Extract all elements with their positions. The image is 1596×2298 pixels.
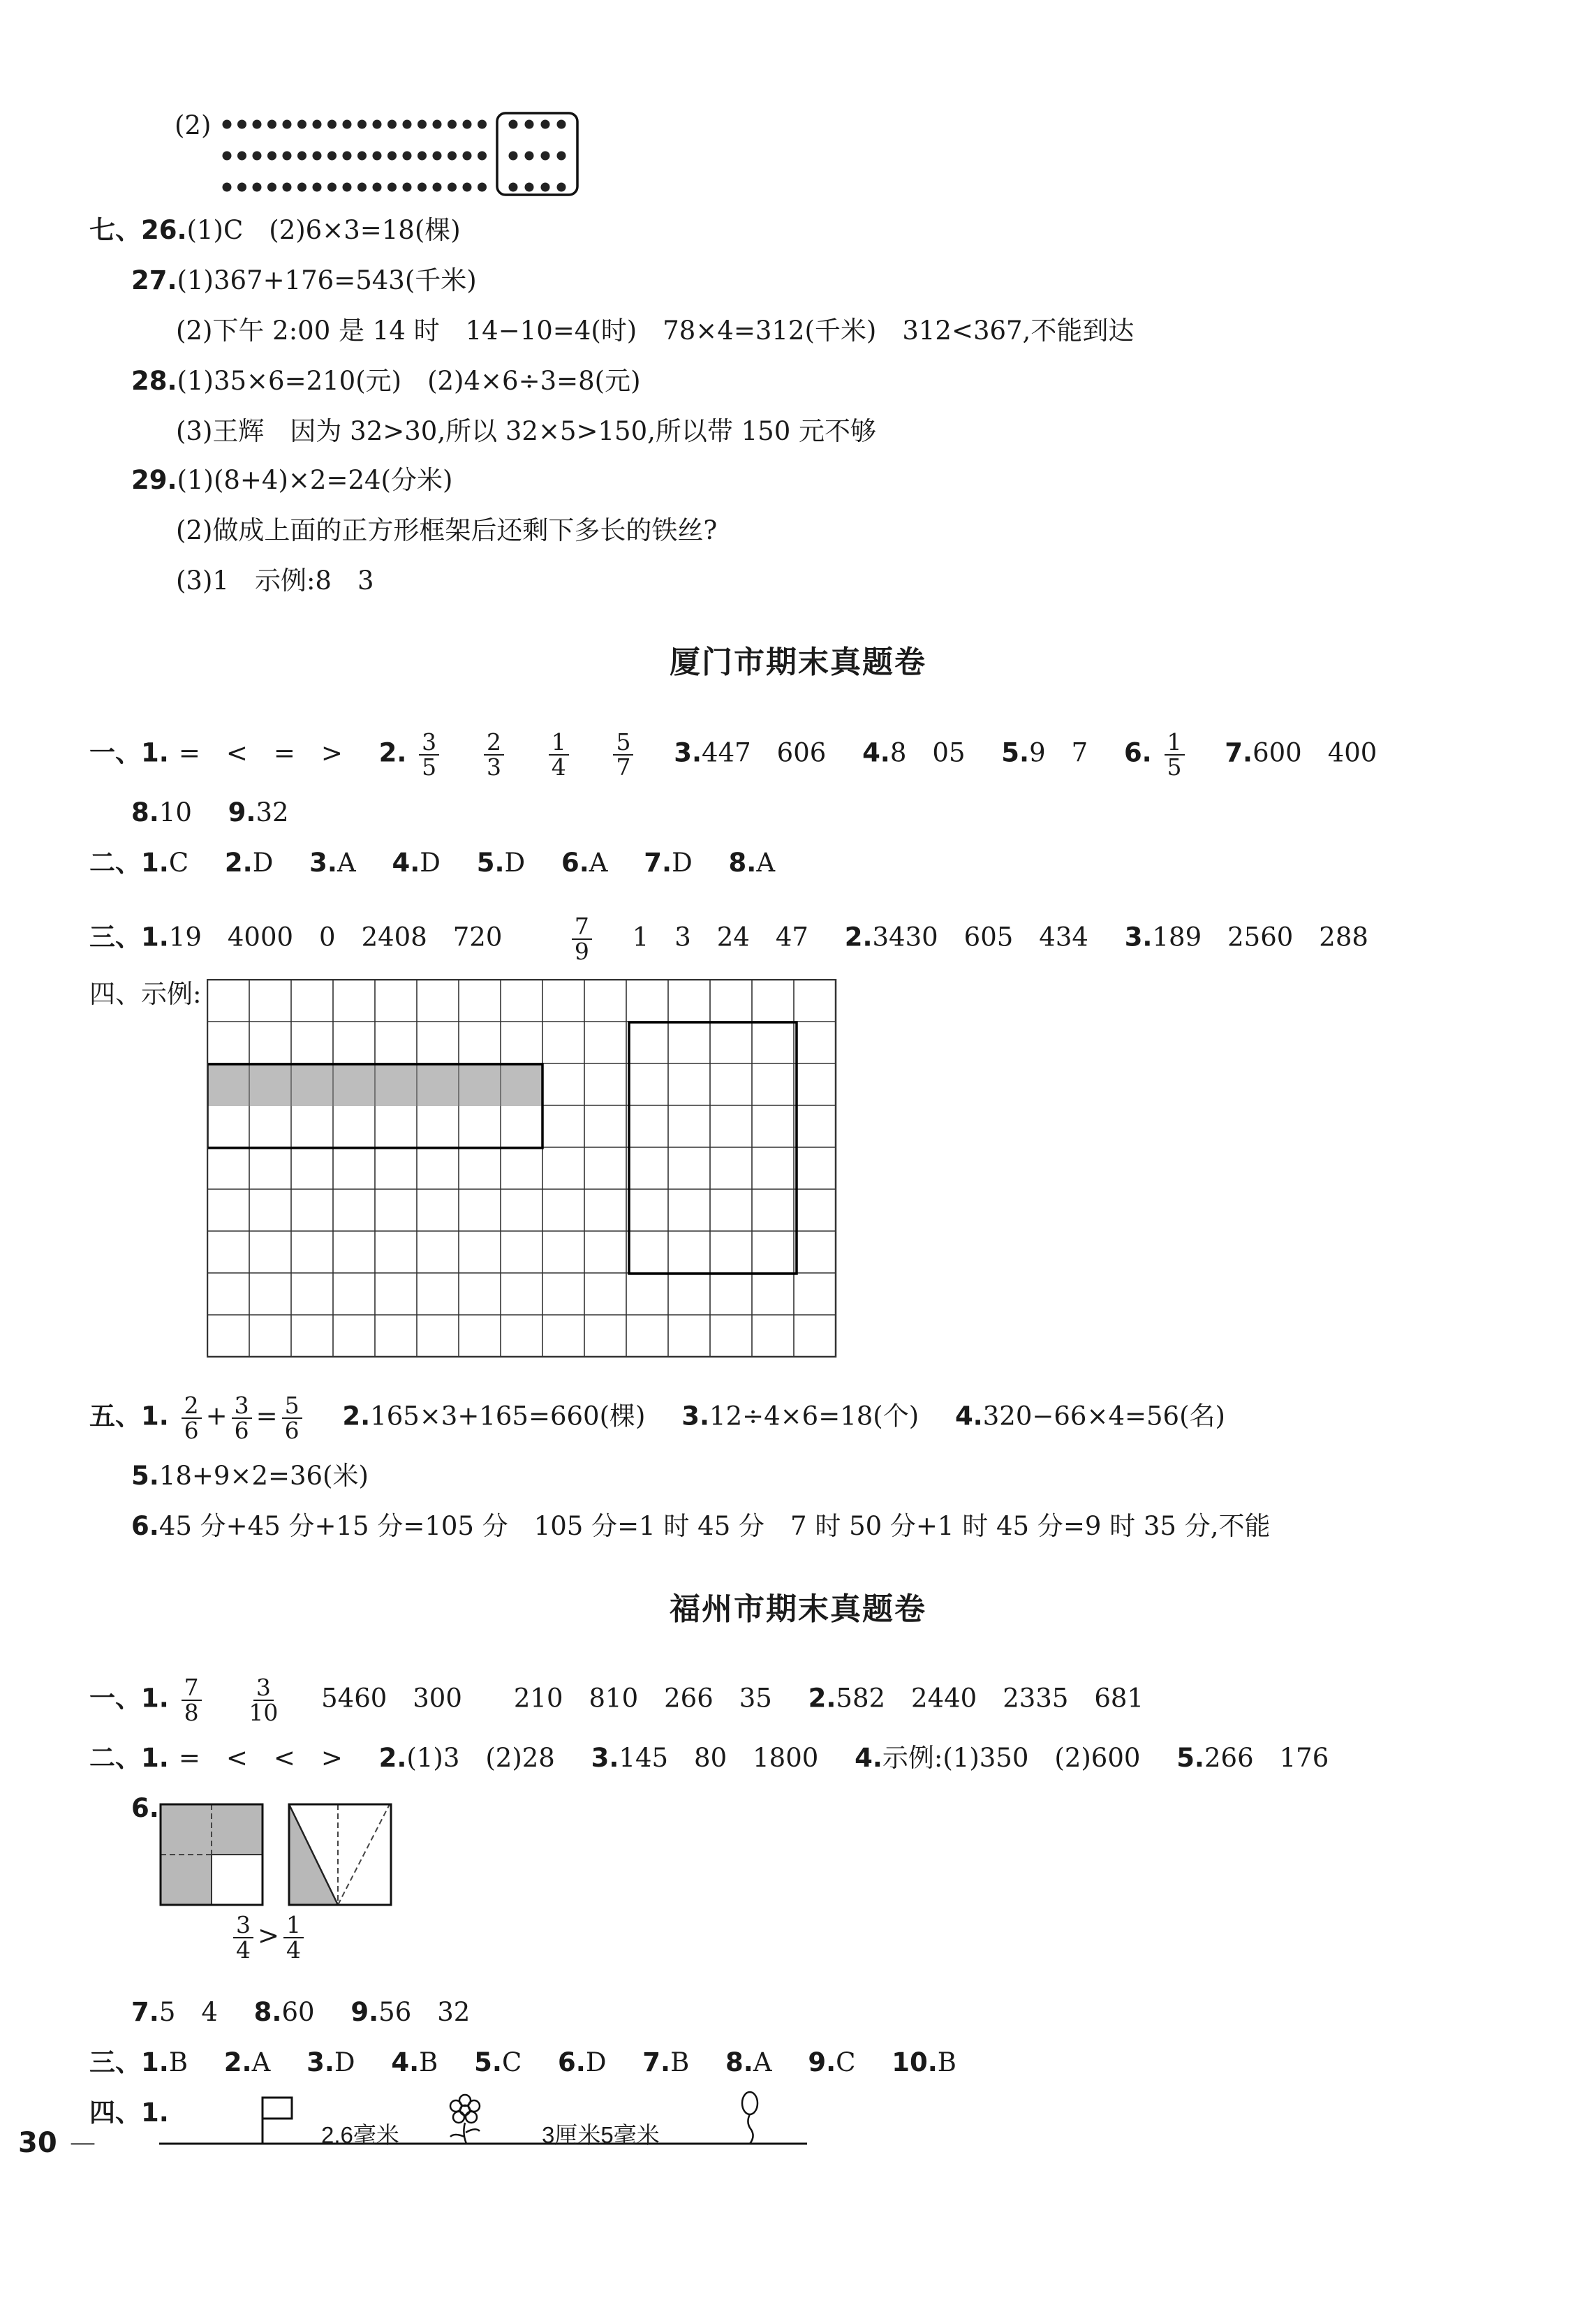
boxed-dot <box>557 183 566 192</box>
dot <box>313 183 322 192</box>
tall-rectangle <box>629 1022 797 1274</box>
boxed-dot <box>509 152 518 161</box>
dot <box>237 152 246 161</box>
answer-26: 七、26.(1)C (2)6×3=18(棵) <box>89 215 461 245</box>
flower-icon <box>450 2095 480 2144</box>
dot <box>433 183 442 192</box>
answer-28a: 28.(1)35×6=210(元) (2)4×6÷3=8(元) <box>131 366 641 396</box>
grid-lines <box>207 980 836 1357</box>
dot <box>478 120 487 129</box>
dot <box>478 183 487 192</box>
dot <box>283 152 292 161</box>
answer-27a: 27.(1)367+176=543(千米) <box>131 265 477 295</box>
dot <box>297 120 306 129</box>
boxed-dot <box>509 120 518 129</box>
xiamen-sec1-line1: 一、1. = < = > 2. $\frac{3}{5}$ $\frac{2}{3}$ $\frac{1}{4}$ $\frac{5}{7}$ 3.447 606 4.8 05 5.9 7 6. $\frac{1}{5}$ 7.600 400 <box>89 728 1377 781</box>
dot <box>283 183 292 192</box>
dot <box>463 152 472 161</box>
dot <box>448 152 457 161</box>
dot <box>403 120 412 129</box>
dot <box>448 120 457 129</box>
fuzhou-sec1: 一、1. $\frac{7}{8}$ $\frac{3}{10}$ 5460 300 210 810 266 35 2.582 2440 2335 681 <box>89 1674 1144 1726</box>
dot <box>448 183 457 192</box>
dot <box>253 120 262 129</box>
dot <box>418 183 427 192</box>
xiamen-frac-b: $\frac{2}{3}$ <box>484 730 504 779</box>
dot <box>267 120 276 129</box>
balloon-icon <box>742 2092 758 2144</box>
dot-array-figure <box>220 112 583 199</box>
dot <box>237 183 246 192</box>
dot <box>297 152 306 161</box>
dots-label: (2) <box>175 110 212 140</box>
boxed-dot <box>557 152 566 161</box>
answer-29c: (3)1 示例:8 3 <box>176 566 374 596</box>
page-number: 30 <box>18 2127 57 2159</box>
fuzhou-frac-b: $\frac{3}{10}$ <box>249 1674 279 1726</box>
xiamen-frac-c: $\frac{1}{4}$ <box>549 730 569 779</box>
xiamen-frac-e: $\frac{1}{5}$ <box>1165 730 1185 779</box>
dot <box>343 152 352 161</box>
dot <box>327 152 337 161</box>
boxed-dot <box>525 152 534 161</box>
boxed-dot <box>525 120 534 129</box>
fuzhou-sec4-label: 四、1. <box>89 2098 169 2128</box>
answer-29b: (2)做成上面的正方形框架后还剩下多长的铁丝? <box>176 515 718 545</box>
dot <box>343 120 352 129</box>
dot <box>433 152 442 161</box>
dot <box>403 183 412 192</box>
dot <box>267 152 276 161</box>
xiamen-sec4-label: 四、示例: <box>89 979 202 1009</box>
answer-28b: (3)王辉 因为 32>30,所以 32×5>150,所以带 150 元不够 <box>176 416 877 446</box>
boxed-dot <box>557 120 566 129</box>
dot <box>253 152 262 161</box>
dot <box>223 120 232 129</box>
grid-border <box>207 980 836 1357</box>
fuzhou-frac-c: $\frac{3}{4}$ <box>233 1913 253 1962</box>
dot <box>283 120 292 129</box>
dot <box>223 183 232 192</box>
fuzhou-sec3: 三、1.B 2.A 3.D 4.B 5.C 6.D 7.B 8.A 9.C 10.B <box>89 2047 956 2077</box>
xiamen-sec1-line2: 8.10 9.32 <box>131 797 289 827</box>
dot <box>433 120 442 129</box>
fuzhou-title: 福州市期末真题卷 <box>670 1591 926 1627</box>
dot <box>327 120 337 129</box>
dot <box>373 152 382 161</box>
dot <box>357 152 367 161</box>
fuzhou-sec2-line3: 7.5 4 8.60 9.56 32 <box>131 1997 471 2027</box>
fuzhou-sec2-line1: 二、1. = < < > 2.(1)3 (2)28 3.145 80 1800 4.示例:(1)350 (2)600 5.266 176 <box>89 1743 1329 1773</box>
fuzhou-frac-d: $\frac{1}{4}$ <box>283 1913 304 1962</box>
page-dash: — <box>70 2127 96 2157</box>
dot <box>237 120 246 129</box>
dot <box>373 183 382 192</box>
boxed-dot <box>541 120 550 129</box>
ruler-label-1: 2.6毫米 <box>321 2122 399 2148</box>
dot <box>387 120 397 129</box>
xiamen-sec2: 二、1.C 2.D 3.A 4.D 5.D 6.A 7.D 8.A <box>89 848 776 878</box>
xiamen-sec5-q5: 5.18+9×2=36(米) <box>131 1461 369 1491</box>
dot <box>373 120 382 129</box>
xiamen-grid-figure <box>207 979 846 1360</box>
dot <box>357 183 367 192</box>
dot <box>297 183 306 192</box>
dot <box>387 152 397 161</box>
dot <box>223 152 232 161</box>
fuzhou-sec2-q6-label: 6. <box>131 1793 159 1823</box>
ruler-label-2: 3厘米5毫米 <box>542 2122 660 2148</box>
answer-29a: 29.(1)(8+4)×2=24(分米) <box>131 465 453 495</box>
xiamen-sec5-line1: 五、1. $\frac{2}{6}$ + $\frac{3}{6}$ = $\frac{5}{6}$ 2.165×3+165=660(棵) 3.12÷4×6=18(个) 4.320−66×4=56(名) <box>89 1392 1225 1444</box>
dot <box>313 152 322 161</box>
boxed-dot <box>541 183 550 192</box>
dot <box>387 183 397 192</box>
ruler-line-figure <box>158 2088 828 2158</box>
boxed-dot <box>525 183 534 192</box>
dot <box>463 183 472 192</box>
dot <box>313 120 322 129</box>
xiamen-sec3: 三、1.19 4000 0 2408 720 $\frac{7}{9}$ 1 3 24 47 2.3430 605 434 3.189 2560 288 <box>89 913 1368 965</box>
dot <box>253 183 262 192</box>
fuzhou-frac-a: $\frac{7}{8}$ <box>182 1676 202 1725</box>
dot <box>267 183 276 192</box>
dot <box>327 183 337 192</box>
boxed-dot <box>509 183 518 192</box>
dot <box>463 120 472 129</box>
dot <box>403 152 412 161</box>
dot <box>418 120 427 129</box>
xiamen-frac-f: $\frac{7}{9}$ <box>572 915 592 964</box>
dot <box>418 152 427 161</box>
boxed-dot <box>541 152 550 161</box>
dot <box>357 120 367 129</box>
answer-27b: (2)下午 2:00 是 14 时 14−10=4(时) 78×4=312(千米) 312<367,不能到达 <box>176 316 1135 346</box>
dot <box>478 152 487 161</box>
xiamen-frac-i: $\frac{5}{6}$ <box>282 1394 302 1443</box>
xiamen-frac-h: $\frac{3}{6}$ <box>232 1394 252 1443</box>
xiamen-frac-g: $\frac{2}{6}$ <box>182 1394 202 1443</box>
dot <box>343 183 352 192</box>
xiamen-frac-a: $\frac{3}{5}$ <box>419 730 439 779</box>
xiamen-frac-d: $\frac{5}{7}$ <box>613 730 633 779</box>
fuzhou-compare: $\frac{3}{4}$ > $\frac{1}{4}$ <box>229 1913 308 1962</box>
fraction-shapes-figure <box>159 1802 397 1906</box>
xiamen-sec5-q6: 6.45 分+45 分+15 分=105 分 105 分=1 时 45 分 7 时 50 分+1 时 45 分=9 时 35 分,不能 <box>131 1511 1271 1541</box>
xiamen-title: 厦门市期末真题卷 <box>670 645 926 680</box>
